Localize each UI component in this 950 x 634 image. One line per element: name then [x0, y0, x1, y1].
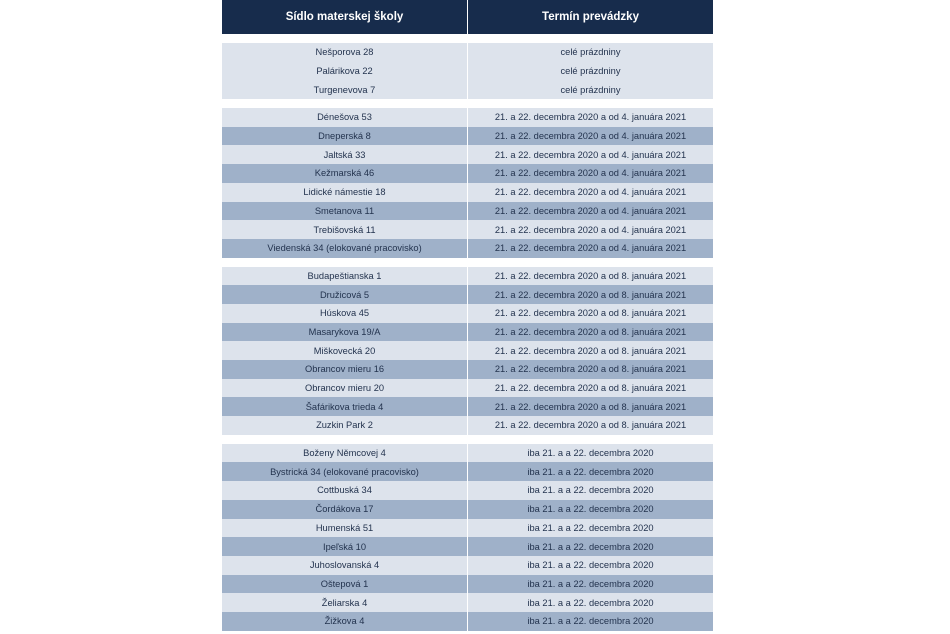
school-address-cell: Dneperská 8 — [222, 127, 468, 146]
table-row — [222, 62, 713, 81]
table-body — [222, 34, 713, 631]
operation-term-cell: 21. a 22. decembra 2020 a od 4. januára 2021 — [494, 149, 687, 160]
table-row — [222, 267, 713, 286]
school-address-cell: Miškovecká 20 — [222, 341, 468, 360]
school-address-cell: Šafárikova trieda 4 — [222, 397, 468, 416]
header-school-address: Sídlo materskej školy — [222, 0, 468, 34]
school-address-cell: Bystrická 34 (elokované pracovisko) — [222, 462, 468, 481]
operation-term-cell: iba 21. a a 22. decembra 2020 — [527, 522, 654, 533]
school-address-cell: Oštepová 1 — [222, 575, 468, 594]
table-row — [222, 462, 713, 481]
operation-term-cell: 21. a 22. decembra 2020 a od 4. januára 2021 — [494, 243, 687, 254]
operation-term-cell: 21. a 22. decembra 2020 a od 4. januára 2021 — [494, 168, 687, 179]
school-address-cell: Budapeštianska 1 — [222, 267, 468, 286]
table-row — [222, 108, 713, 127]
school-address-cell: Družicová 5 — [222, 285, 468, 304]
table-row — [222, 164, 713, 183]
school-address-cell: Masarykova 19/A — [222, 323, 468, 342]
header-operation-term: Termín prevádzky — [542, 11, 639, 23]
operation-term-cell: 21. a 22. decembra 2020 a od 8. januára 2021 — [494, 401, 687, 412]
table-row — [222, 537, 713, 556]
table-row — [222, 80, 713, 99]
school-address-cell: Dénešova 53 — [222, 108, 468, 127]
school-address-cell: Nešporova 28 — [222, 43, 468, 62]
school-address-cell: Zuzkin Park 2 — [222, 416, 468, 435]
table-row — [222, 416, 713, 435]
table-row — [222, 519, 713, 538]
school-address-cell: Čordákova 17 — [222, 500, 468, 519]
operation-term-cell: iba 21. a a 22. decembra 2020 — [527, 541, 654, 552]
group-spacer — [222, 34, 713, 43]
operation-term-cell: celé prázdniny — [560, 84, 621, 95]
table-row — [222, 500, 713, 519]
school-address-cell: Palárikova 22 — [222, 62, 468, 81]
operation-term-cell: celé prázdniny — [560, 47, 621, 58]
table-row — [222, 43, 713, 62]
operation-term-cell: 21. a 22. decembra 2020 a od 8. januára 2021 — [494, 270, 687, 281]
table-row — [222, 145, 713, 164]
operation-term-cell: 21. a 22. decembra 2020 a od 8. januára 2021 — [494, 326, 687, 337]
table-row — [222, 127, 713, 146]
operation-term-cell: 21. a 22. decembra 2020 a od 4. januára 2021 — [494, 112, 687, 123]
operation-term-cell: iba 21. a a 22. decembra 2020 — [527, 560, 654, 571]
operation-term-cell: iba 21. a a 22. decembra 2020 — [527, 616, 654, 627]
school-address-cell: Boženy Němcovej 4 — [222, 444, 468, 463]
operation-term-cell: iba 21. a a 22. decembra 2020 — [527, 578, 654, 589]
table-row — [222, 575, 713, 594]
school-schedule-table — [222, 0, 713, 631]
school-address-cell: Ipeľská 10 — [222, 537, 468, 556]
operation-term-cell: 21. a 22. decembra 2020 a od 8. januára 2021 — [494, 308, 687, 319]
table-header — [222, 0, 713, 34]
table-row — [222, 481, 713, 500]
school-address-cell: Smetanova 11 — [222, 202, 468, 221]
group-spacer — [222, 435, 713, 444]
school-address-cell: Jaltská 33 — [222, 145, 468, 164]
school-address-cell: Turgenevova 7 — [222, 80, 468, 99]
operation-term-cell: 21. a 22. decembra 2020 a od 4. januára 2021 — [494, 205, 687, 216]
school-address-cell: Juhoslovanská 4 — [222, 556, 468, 575]
school-address-cell: Trebišovská 11 — [222, 220, 468, 239]
table-row — [222, 593, 713, 612]
school-address-cell: Lidické námestie 18 — [222, 183, 468, 202]
table-row — [222, 612, 713, 631]
operation-term-cell: 21. a 22. decembra 2020 a od 8. januára 2021 — [494, 364, 687, 375]
table-row — [222, 444, 713, 463]
table-row — [222, 239, 713, 258]
operation-term-cell: iba 21. a a 22. decembra 2020 — [527, 485, 654, 496]
table-row — [222, 304, 713, 323]
operation-term-cell: 21. a 22. decembra 2020 a od 4. januára 2021 — [494, 224, 687, 235]
operation-term-cell: iba 21. a a 22. decembra 2020 — [527, 466, 654, 477]
table-row — [222, 397, 713, 416]
operation-term-cell: 21. a 22. decembra 2020 a od 4. januára 2021 — [494, 187, 687, 198]
operation-term-cell: 21. a 22. decembra 2020 a od 8. januára 2021 — [494, 383, 687, 394]
table-row — [222, 379, 713, 398]
table-row — [222, 323, 713, 342]
operation-term-cell: iba 21. a a 22. decembra 2020 — [527, 448, 654, 459]
school-address-cell: Humenská 51 — [222, 519, 468, 538]
table-row — [222, 360, 713, 379]
table-row — [222, 556, 713, 575]
table-row — [222, 285, 713, 304]
school-address-cell: Cottbuská 34 — [222, 481, 468, 500]
operation-term-cell: iba 21. a a 22. decembra 2020 — [527, 504, 654, 515]
operation-term-cell: 21. a 22. decembra 2020 a od 8. januára 2021 — [494, 345, 687, 356]
school-address-cell: Obrancov mieru 16 — [222, 360, 468, 379]
school-address-cell: Želiarska 4 — [222, 593, 468, 612]
operation-term-cell: iba 21. a a 22. decembra 2020 — [527, 597, 654, 608]
table-row — [222, 220, 713, 239]
school-address-cell: Žižkova 4 — [222, 612, 468, 631]
school-address-cell: Húskova 45 — [222, 304, 468, 323]
operation-term-cell: 21. a 22. decembra 2020 a od 8. januára 2021 — [494, 420, 687, 431]
operation-term-cell: 21. a 22. decembra 2020 a od 8. januára 2021 — [494, 289, 687, 300]
table-row — [222, 202, 713, 221]
group-spacer — [222, 258, 713, 267]
school-address-cell: Kežmarská 46 — [222, 164, 468, 183]
operation-term-cell: celé prázdniny — [560, 66, 621, 77]
operation-term-cell: 21. a 22. decembra 2020 a od 4. januára 2021 — [494, 131, 687, 142]
table-row — [222, 341, 713, 360]
school-address-cell: Viedenská 34 (elokované pracovisko) — [222, 239, 468, 258]
school-address-cell: Obrancov mieru 20 — [222, 379, 468, 398]
table-row — [222, 183, 713, 202]
group-spacer — [222, 99, 713, 108]
